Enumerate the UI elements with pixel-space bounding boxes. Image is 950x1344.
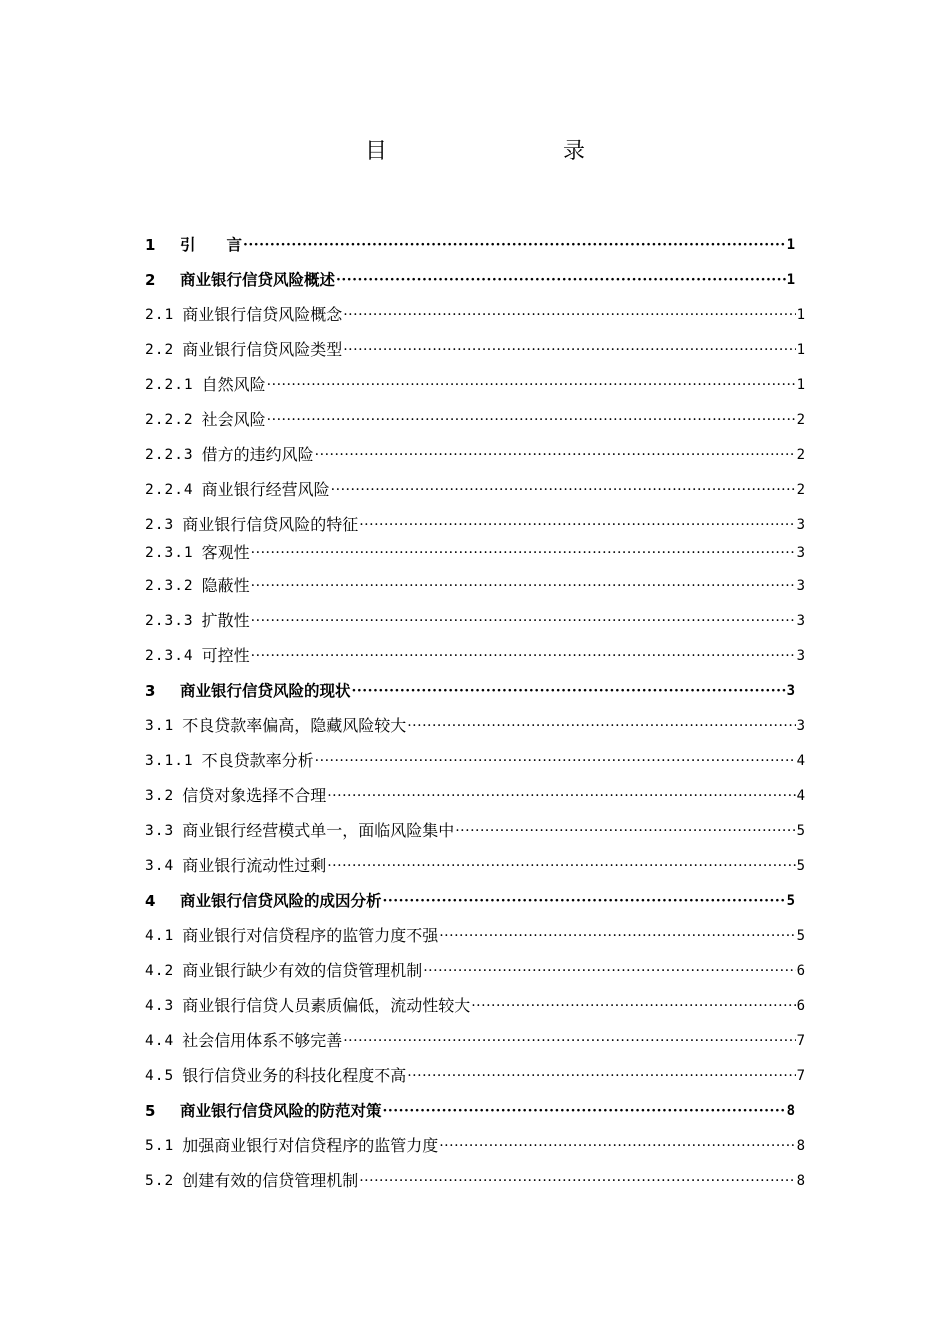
toc-entry-page-number: 3	[796, 613, 805, 629]
toc-entry[interactable]	[145, 373, 805, 397]
toc-entry[interactable]	[145, 889, 795, 913]
toc-entry-page-number: 6	[796, 998, 805, 1014]
toc-entry-page-number: 8	[796, 1173, 805, 1189]
toc-entry-number: 2.2.4	[145, 482, 194, 498]
toc-entry-title: 商业银行流动性过剩	[182, 856, 327, 875]
dot-leader	[352, 679, 786, 703]
toc-entry-page-number: 5	[786, 893, 795, 909]
dot-leader	[315, 749, 796, 773]
toc-entry-title: 商业银行信贷风险概述	[180, 270, 336, 289]
toc-entry[interactable]	[145, 443, 805, 467]
dot-leader	[383, 1099, 786, 1123]
toc-entry-page-number: 7	[796, 1033, 805, 1049]
toc-entry[interactable]	[145, 994, 805, 1018]
toc-entry-number: 2.2	[145, 342, 175, 358]
dot-leader	[327, 784, 795, 808]
toc-entry-title: 商业银行信贷风险的特征	[182, 515, 359, 534]
toc-entry-number: 2.2.3	[145, 447, 194, 463]
toc-entry-page-number: 4	[796, 753, 805, 769]
toc-entry-page-number: 2	[796, 482, 805, 498]
dot-leader	[251, 609, 796, 633]
toc-entry-number: 4.4	[145, 1033, 175, 1049]
toc-entry-title: 商业银行信贷人员素质偏低，流动性较大	[182, 996, 471, 1015]
dot-leader	[383, 889, 786, 913]
toc-entry-title: 银行信贷业务的科技化程度不高	[182, 1066, 407, 1085]
dot-leader	[331, 478, 796, 502]
toc-entry-number: 3.2	[145, 788, 175, 804]
toc-entry-page-number: 5	[796, 823, 805, 839]
toc-entry[interactable]	[145, 644, 805, 668]
toc-entry-title: 引 言	[180, 235, 243, 254]
toc-entry-number: 3	[145, 682, 157, 700]
toc-entry[interactable]	[145, 784, 805, 808]
toc-entry-page-number: 5	[796, 928, 805, 944]
dot-leader	[359, 513, 795, 537]
toc-entry-title: 商业银行经营风险	[201, 480, 330, 499]
dot-leader	[251, 644, 796, 668]
dot-leader	[267, 408, 796, 432]
dot-leader	[407, 1064, 795, 1088]
toc-entry-title: 商业银行信贷风险的现状	[180, 681, 351, 700]
dot-leader	[359, 1169, 795, 1193]
toc-entry-number: 3.4	[145, 858, 175, 874]
toc-entry-number: 1	[145, 236, 157, 254]
toc-entry[interactable]	[145, 478, 805, 502]
toc-entry[interactable]	[145, 513, 805, 537]
toc-entry-title: 社会风险	[201, 410, 266, 429]
toc-entry-page-number: 2	[796, 447, 805, 463]
toc-entry-page-number: 3	[796, 718, 805, 734]
toc-entry-title: 社会信用体系不够完善	[182, 1031, 343, 1050]
toc-entry[interactable]	[145, 959, 805, 983]
dot-leader	[343, 303, 795, 327]
toc-entry-page-number: 8	[796, 1138, 805, 1154]
toc-entry-page-number: 3	[786, 683, 795, 699]
toc-entry-title: 隐蔽性	[201, 576, 250, 595]
toc-entry[interactable]	[145, 924, 805, 948]
toc-title: 目 录	[364, 139, 629, 164]
toc-entry-title: 商业银行信贷风险概念	[182, 305, 343, 324]
toc-entry[interactable]	[145, 303, 805, 327]
toc-entry-title: 客观性	[201, 543, 250, 562]
toc-entry-number: 3.3	[145, 823, 175, 839]
toc-entry-number: 3.1	[145, 718, 175, 734]
toc-entry-title: 不良贷款率分析	[201, 751, 314, 770]
dot-leader	[455, 819, 795, 843]
dot-leader	[343, 1029, 795, 1053]
toc-entry-page-number: 3	[796, 648, 805, 664]
toc-entry[interactable]	[145, 609, 805, 633]
dot-leader	[471, 994, 795, 1018]
toc-entry-page-number: 1	[796, 342, 805, 358]
toc-entry-page-number: 7	[796, 1068, 805, 1084]
toc-entry-page-number: 6	[796, 963, 805, 979]
toc-entry-number: 4.1	[145, 928, 175, 944]
toc-entry-title: 商业银行缺少有效的信贷管理机制	[182, 961, 423, 980]
toc-entry[interactable]	[145, 819, 805, 843]
dot-leader	[243, 233, 786, 257]
toc-entry-number: 4	[145, 892, 157, 910]
toc-entry-number: 3.1.1	[145, 753, 194, 769]
dot-leader	[343, 338, 795, 362]
toc-entry-page-number: 1	[786, 237, 795, 253]
dot-leader	[423, 959, 795, 983]
toc-entry-page-number: 3	[796, 578, 805, 594]
toc-entry-number: 2.1	[145, 307, 175, 323]
toc-entry-number: 5	[145, 1102, 157, 1120]
toc-entry-number: 4.5	[145, 1068, 175, 1084]
toc-entry[interactable]	[145, 1029, 805, 1053]
toc-entry-title: 借方的违约风险	[201, 445, 314, 464]
toc-entry-title: 商业银行经营模式单一，面临风险集中	[182, 821, 455, 840]
toc-entry-number: 2.3.2	[145, 578, 194, 594]
dot-leader	[439, 1134, 795, 1158]
toc-entry-title: 商业银行信贷风险的成因分析	[180, 891, 382, 910]
toc-entry[interactable]	[145, 714, 805, 738]
toc-entry-number: 2.3.4	[145, 648, 194, 664]
toc-entry[interactable]	[145, 1099, 795, 1123]
toc-entry-title: 商业银行对信贷程序的监管力度不强	[182, 926, 439, 945]
toc-entry-page-number: 1	[796, 307, 805, 323]
toc-entry-title: 商业银行信贷风险的防范对策	[180, 1101, 382, 1120]
dot-leader	[439, 924, 795, 948]
toc-entry-number: 4.3	[145, 998, 175, 1014]
toc-entry-number: 2.3.3	[145, 613, 194, 629]
toc-entry-number: 5.2	[145, 1173, 175, 1189]
dot-leader	[267, 373, 796, 397]
toc-entry-title: 自然风险	[201, 375, 266, 394]
toc-entry[interactable]	[145, 854, 805, 878]
toc-entry-page-number: 1	[786, 272, 795, 288]
toc-entry-page-number: 8	[786, 1103, 795, 1119]
dot-leader	[407, 714, 795, 738]
toc-entry-number: 2.2.1	[145, 377, 194, 393]
toc-entry-title: 可控性	[201, 646, 250, 665]
toc-entry-number: 2.2.2	[145, 412, 194, 428]
toc-entry[interactable]	[145, 1169, 805, 1193]
toc-entry[interactable]	[145, 1064, 805, 1088]
toc-entry-title: 加强商业银行对信贷程序的监管力度	[182, 1136, 439, 1155]
toc-entry-number: 2	[145, 271, 157, 289]
dot-leader	[251, 541, 796, 565]
toc-entry-page-number: 5	[796, 858, 805, 874]
toc-entry-page-number: 3	[796, 517, 805, 533]
toc-entry[interactable]	[145, 749, 805, 773]
dot-leader	[315, 443, 796, 467]
dot-leader	[336, 268, 786, 292]
toc-entry-page-number: 2	[796, 412, 805, 428]
toc-entry[interactable]	[145, 574, 805, 598]
toc-entry-title: 创建有效的信贷管理机制	[182, 1171, 359, 1190]
toc-entry[interactable]	[145, 1134, 805, 1158]
toc-entry[interactable]	[145, 233, 795, 257]
toc-entry-number: 2.3.1	[145, 545, 194, 561]
toc-entry-title: 商业银行信贷风险类型	[182, 340, 343, 359]
toc-entry-page-number: 4	[796, 788, 805, 804]
toc-entry-number: 2.3	[145, 517, 175, 533]
toc-entry[interactable]	[145, 268, 795, 292]
toc-entry[interactable]	[145, 541, 805, 565]
toc-entry[interactable]	[145, 408, 805, 432]
toc-entry-number: 5.1	[145, 1138, 175, 1154]
toc-entry-title: 扩散性	[201, 611, 250, 630]
toc-entry-page-number: 1	[796, 377, 805, 393]
dot-leader	[251, 574, 796, 598]
toc-entry[interactable]	[145, 679, 795, 703]
toc-entry-page-number: 3	[796, 545, 805, 561]
toc-entry-title: 信贷对象选择不合理	[182, 786, 327, 805]
dot-leader	[327, 854, 795, 878]
toc-entry[interactable]	[145, 338, 805, 362]
toc-entry-number: 4.2	[145, 963, 175, 979]
toc-entry-title: 不良贷款率偏高，隐藏风险较大	[182, 716, 407, 735]
